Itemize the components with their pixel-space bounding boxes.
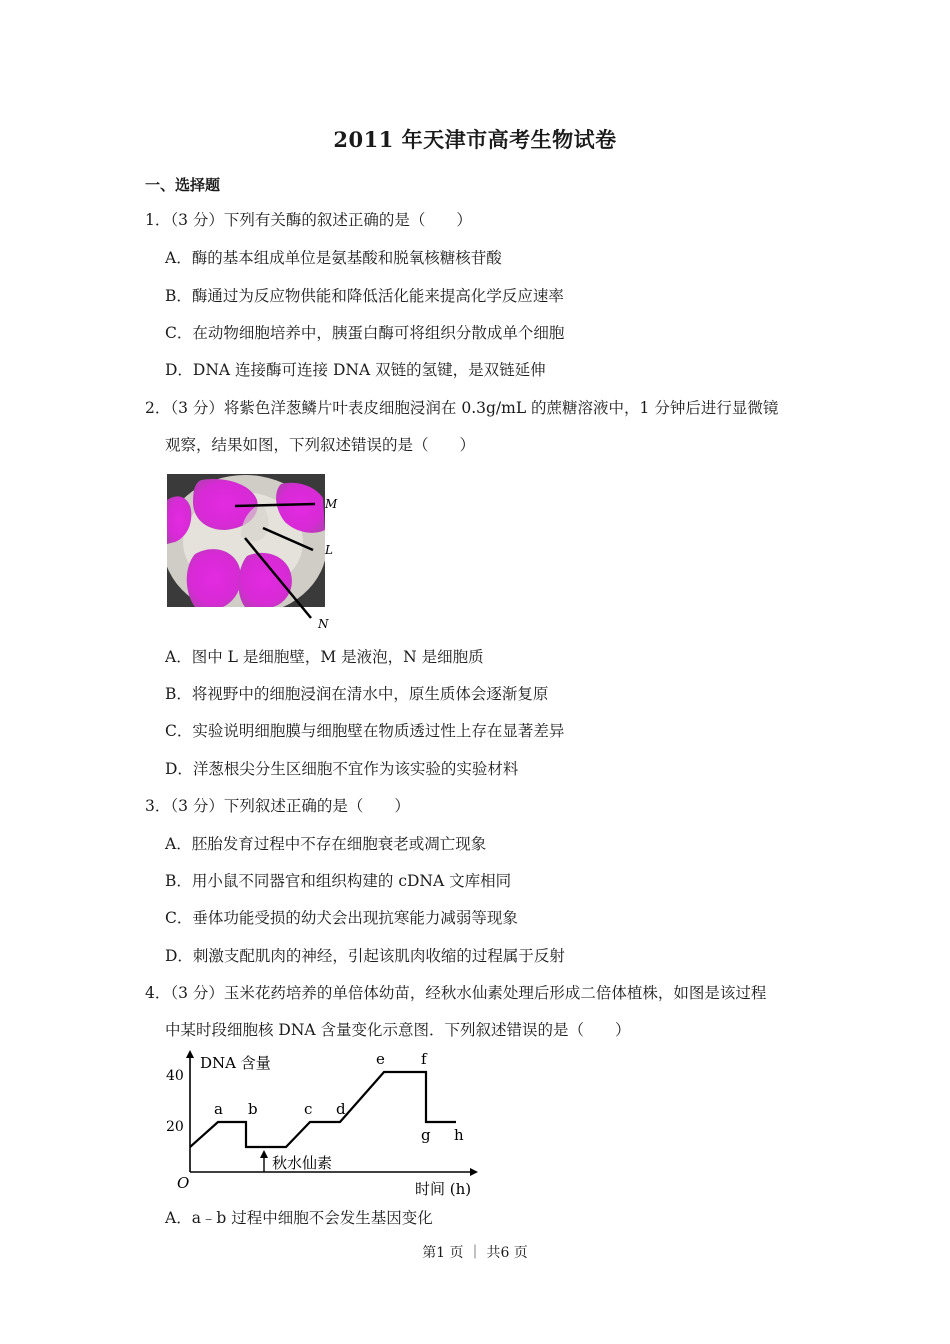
point-label-d: d [336, 1100, 346, 1118]
question-1-stem: 1．（3 分）下列有关酶的叙述正确的是（ ） [145, 211, 472, 229]
y-tick-40: 40 [166, 1068, 184, 1084]
question-3-option-c: C．垂体功能受损的幼犬会出现抗寒能力减弱等现象 [165, 909, 518, 927]
page-footer: 第1 页 ｜ 共6 页 [422, 1245, 528, 1261]
colchicine-label: 秋水仙素 [272, 1154, 333, 1172]
micrograph-figure [165, 470, 345, 630]
question-4-stem-line-1: 4．（3 分）玉米花药培养的单倍体幼苗，经秋水仙素处理后形成二倍体植株，如图是该过程 [145, 984, 767, 1002]
question-1-option-c: C．在动物细胞培养中，胰蛋白酶可将组织分散成单个细胞 [165, 324, 565, 342]
y-tick-20: 20 [166, 1119, 184, 1135]
question-1-option-d: D．DNA 连接酶可连接 DNA 双链的氢键，是双链延伸 [165, 361, 546, 379]
question-2-option-a: A．图中 L 是细胞壁，M 是液泡，N 是细胞质 [165, 648, 484, 666]
question-1-option-a: A．酶的基本组成单位是氨基酸和脱氧核糖核苷酸 [165, 249, 502, 267]
point-label-b: b [248, 1100, 258, 1118]
x-axis-label: 时间 (h) [415, 1180, 472, 1198]
origin-label: O [177, 1174, 190, 1192]
point-label-h: h [454, 1126, 464, 1144]
question-3-stem: 3．（3 分）下列叙述正确的是（ ） [145, 797, 410, 815]
question-2-stem-line-1: 2．（3 分）将紫色洋葱鳞片叶表皮细胞浸润在 0.3g/mL 的蔗糖溶液中，1 分钟后进行显微镜 [145, 399, 779, 417]
question-3-option-b: B．用小鼠不同器官和组织构建的 cDNA 文库相同 [165, 872, 512, 890]
point-label-c: c [304, 1100, 313, 1118]
point-label-a: a [214, 1100, 223, 1118]
label-n: N [318, 617, 329, 630]
x-axis-arrow [470, 1168, 478, 1176]
point-label-f: f [421, 1050, 427, 1068]
section-heading: 一、选择题 [145, 176, 221, 194]
point-label-e: e [376, 1050, 385, 1068]
dna-content-line [190, 1072, 456, 1147]
question-4-option-a: A．a﹣b 过程中细胞不会发生基因变化 [165, 1209, 433, 1227]
question-2-stem-line-2: 观察，结果如图，下列叙述错误的是（ ） [165, 436, 476, 454]
page-title: 2011 年天津市高考生物试卷 [333, 127, 617, 152]
question-2-option-c: C．实验说明细胞膜与细胞壁在物质透过性上存在显著差异 [165, 722, 565, 740]
question-3-option-d: D．刺激支配肌肉的神经，引起该肌肉收缩的过程属于反射 [165, 947, 565, 965]
y-axis-label: DNA 含量 [200, 1054, 271, 1072]
y-axis-arrow [186, 1050, 194, 1058]
question-2-option-b: B．将视野中的细胞浸润在清水中，原生质体会逐渐复原 [165, 685, 549, 703]
question-1-option-b: B．酶通过为反应物供能和降低活化能来提高化学反应速率 [165, 287, 564, 305]
question-4-stem-line-2: 中某时段细胞核 DNA 含量变化示意图．下列叙述错误的是（ ） [165, 1021, 631, 1039]
label-l: L [325, 543, 333, 557]
point-label-g: g [421, 1126, 431, 1144]
question-2-option-d: D．洋葱根尖分生区细胞不宜作为该实验的实验材料 [165, 760, 519, 778]
colchicine-arrow-head [260, 1150, 268, 1158]
label-m: M [325, 497, 338, 511]
dna-content-chart [160, 1048, 480, 1200]
question-3-option-a: A．胚胎发育过程中不存在细胞衰老或凋亡现象 [165, 835, 487, 853]
